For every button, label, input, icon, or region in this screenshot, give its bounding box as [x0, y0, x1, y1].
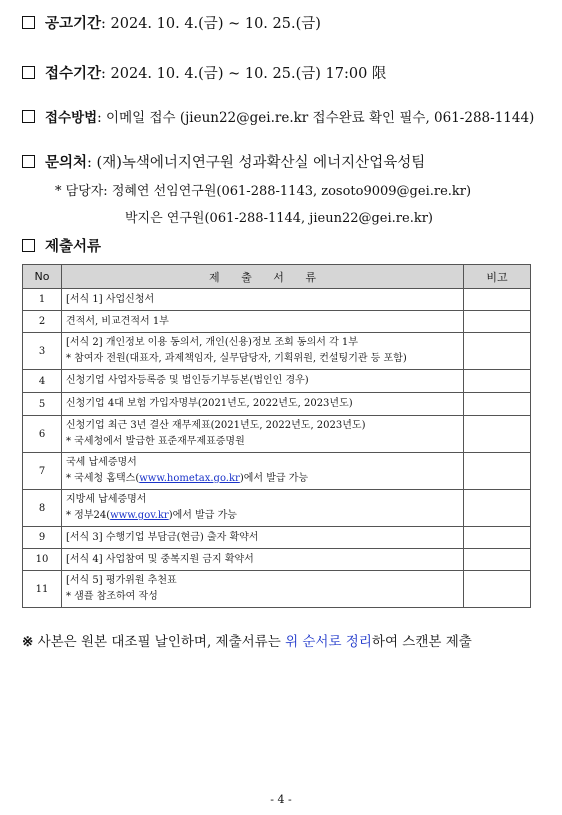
info-period-receipt: 접수기간: 2024. 10. 4.(금) ~ 10. 25.(금) 17:00 限 [22, 62, 386, 83]
table-row: 5 신청기업 4대 보험 가입자명부(2021년도, 2022년도, 2023년도) [23, 393, 531, 416]
checkbox-square-icon [22, 239, 35, 252]
table-row: 1 [서식 1] 사업신청서 [23, 289, 531, 311]
notice-highlight: 위 순서로 정리 [285, 634, 372, 650]
table-row: 11 [서식 5] 평가위원 추천표 * 샘플 참조하여 작성 [23, 571, 531, 608]
submission-docs-table [22, 264, 531, 608]
table-row: 7 국세 납세증명서 * 국세청 홈택스(www.hometax.go.kr)에서 발급 가능 [23, 453, 531, 490]
hometax-link[interactable]: www.hometax.go.kr [139, 473, 240, 484]
table-row: 10 [서식 4] 사업참여 및 중복지원 금지 확약서 [23, 549, 531, 571]
info-receipt-method: 접수방법: 이메일 접수 (jieun22@gei.re.kr 접수완료 확인 필수, 061-288-1144) [22, 106, 534, 126]
checkbox-square-icon [22, 155, 35, 168]
page-number: - 4 - [270, 793, 292, 806]
checkbox-square-icon [22, 66, 35, 79]
info-period-announce: 공고기간: 2024. 10. 4.(금) ~ 10. 25.(금) [22, 12, 321, 33]
contact-person-2: 박지은 연구원(061-288-1144, jieun22@gei.re.kr) [125, 211, 433, 226]
col-docs: 제 출 서 류 [62, 265, 464, 289]
table-row: 8 지방세 납세증명서 * 정부24(www.gov.kr)에서 발급 가능 [23, 490, 531, 527]
reference-mark-icon: ※ [22, 634, 34, 650]
table-row: 4 신청기업 사업자등록증 및 법인등기부등본(법인인 경우) [23, 370, 531, 393]
col-no: No [23, 265, 62, 289]
table-row: 2 견적서, 비교견적서 1부 [23, 311, 531, 333]
checkbox-square-icon [22, 110, 35, 123]
table-row: 9 [서식 3] 수행기업 부담금(현금) 출자 확약서 [23, 527, 531, 549]
notice-line: ※ 사본은 원본 대조필 날인하며, 제출서류는 위 순서로 정리하여 스캔본 제출 [22, 634, 472, 650]
contact-person-1: * 담당자: 정혜연 선임연구원(061-288-1143, zosoto9009@gei.re.kr) [55, 184, 472, 199]
table-row: 3 [서식 2] 개인정보 이용 동의서, 개인(신용)정보 조회 동의서 각 1부 * 참여자 전원(대표자, 과제책임자, 실무담당자, 기획위원, 컨설팅기관 등 포함) [23, 333, 531, 370]
col-note: 비고 [464, 265, 531, 289]
checkbox-square-icon [22, 16, 35, 29]
info-contact: 문의처: (재)녹색에너지연구원 성과확산실 에너지산업육성팀 [22, 151, 425, 172]
gov24-link[interactable]: www.gov.kr [110, 510, 169, 521]
docs-heading: 제출서류 [22, 235, 101, 256]
table-header-row [23, 265, 531, 289]
table-row: 6 신청기업 최근 3년 결산 재무제표(2021년도, 2022년도, 2023년도) * 국세청에서 발급한 표준재무제표증명원 [23, 416, 531, 453]
